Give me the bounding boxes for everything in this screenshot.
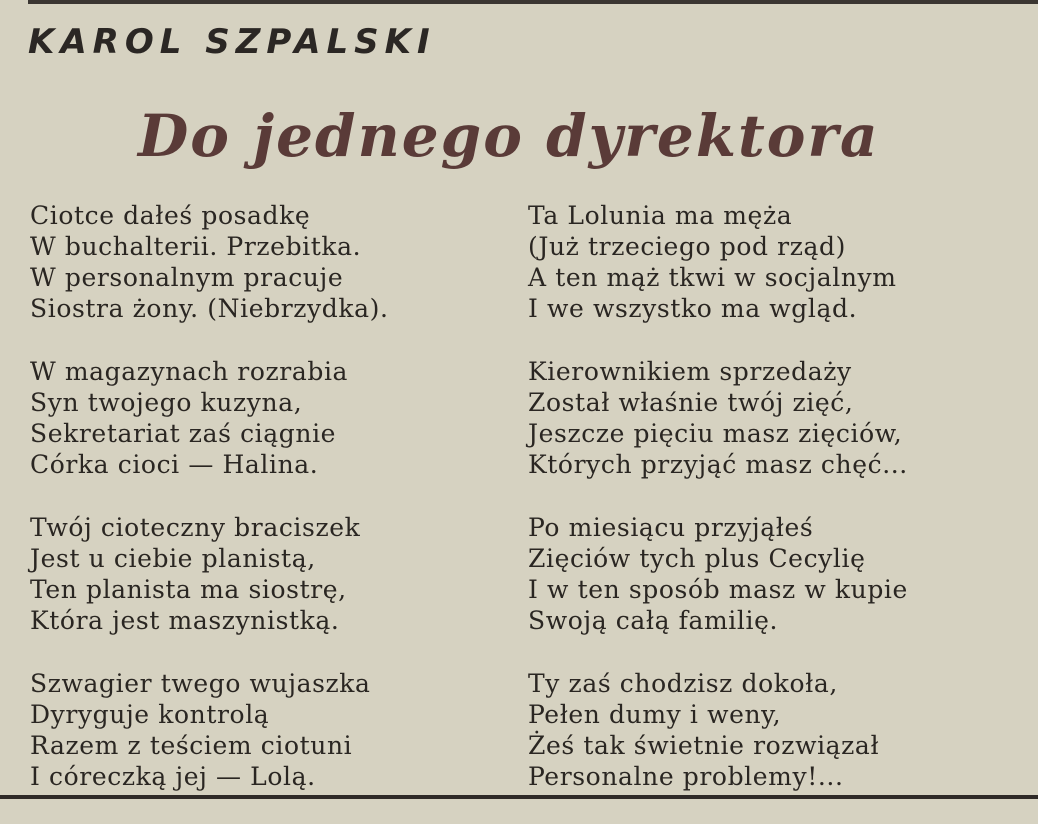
verse-line: A ten mąż tkwi w socjalnym — [528, 263, 897, 292]
verse-line: Jest u ciebie planistą, — [30, 544, 316, 573]
verse-line: Pełen dumy i weny, — [528, 700, 782, 729]
top-rule — [28, 0, 1038, 4]
verse-line: Dyryguje kontrolą — [30, 700, 270, 729]
verse-line: Personalne problemy!... — [528, 762, 844, 791]
verse-line: I we wszystko ma wgląd. — [528, 294, 858, 323]
stanza — [528, 356, 1008, 480]
verse-line: Razem z teściem ciotuni — [30, 731, 353, 760]
verse-line: Ty zaś chodzisz dokoła, — [528, 669, 838, 698]
stanza — [528, 200, 1008, 324]
verse-line: Po miesiącu przyjąłeś — [528, 513, 814, 542]
poem-column-left — [30, 200, 510, 824]
stanza — [30, 356, 510, 480]
stanza — [30, 512, 510, 636]
stanza — [528, 512, 1008, 636]
verse-line: I córeczką jej — Lolą. — [30, 762, 316, 791]
poem-column-right — [528, 200, 1008, 824]
verse-line: Córka cioci — Halina. — [30, 450, 319, 479]
verse-line: Żeś tak świetnie rozwiązał — [528, 731, 880, 760]
verse-line: Siostra żony. (Niebrzydka). — [30, 294, 389, 323]
verse-line: Kierownikiem sprzedaży — [528, 357, 852, 386]
bottom-rule — [0, 795, 1038, 799]
verse-line: W magazynach rozrabia — [30, 357, 349, 386]
poem-title: Do jednego dyrektora — [138, 102, 880, 170]
stanza — [30, 200, 510, 324]
stanza — [30, 668, 510, 792]
author-name: KAROL SZPALSKI — [28, 22, 436, 62]
verse-line: Swoją całą familię. — [528, 606, 779, 635]
stanza — [528, 668, 1008, 792]
verse-line: Ciotce dałeś posadkę — [30, 201, 311, 230]
verse-line: Syn twojego kuzyna, — [30, 388, 303, 417]
verse-line: W personalnym pracuje — [30, 263, 344, 292]
verse-line: Twój cioteczny braciszek — [30, 513, 361, 542]
verse-line: Która jest maszynistką. — [30, 606, 340, 635]
verse-line: Ten planista ma siostrę, — [30, 575, 347, 604]
verse-line: W buchalterii. Przebitka. — [30, 232, 362, 261]
verse-line: Zięciów tych plus Cecylię — [528, 544, 866, 573]
verse-line: I w ten sposób masz w kupie — [528, 575, 908, 604]
verse-line: Których przyjąć masz chęć... — [528, 450, 908, 479]
verse-line: Został właśnie twój zięć, — [528, 388, 854, 417]
verse-line: Ta Lolunia ma męża — [528, 201, 793, 230]
verse-line: (Już trzeciego pod rząd) — [528, 232, 846, 261]
verse-line: Sekretariat zaś ciągnie — [30, 419, 337, 448]
verse-line: Szwagier twego wujaszka — [30, 669, 371, 698]
verse-line: Jeszcze pięciu masz zięciów, — [528, 419, 903, 448]
